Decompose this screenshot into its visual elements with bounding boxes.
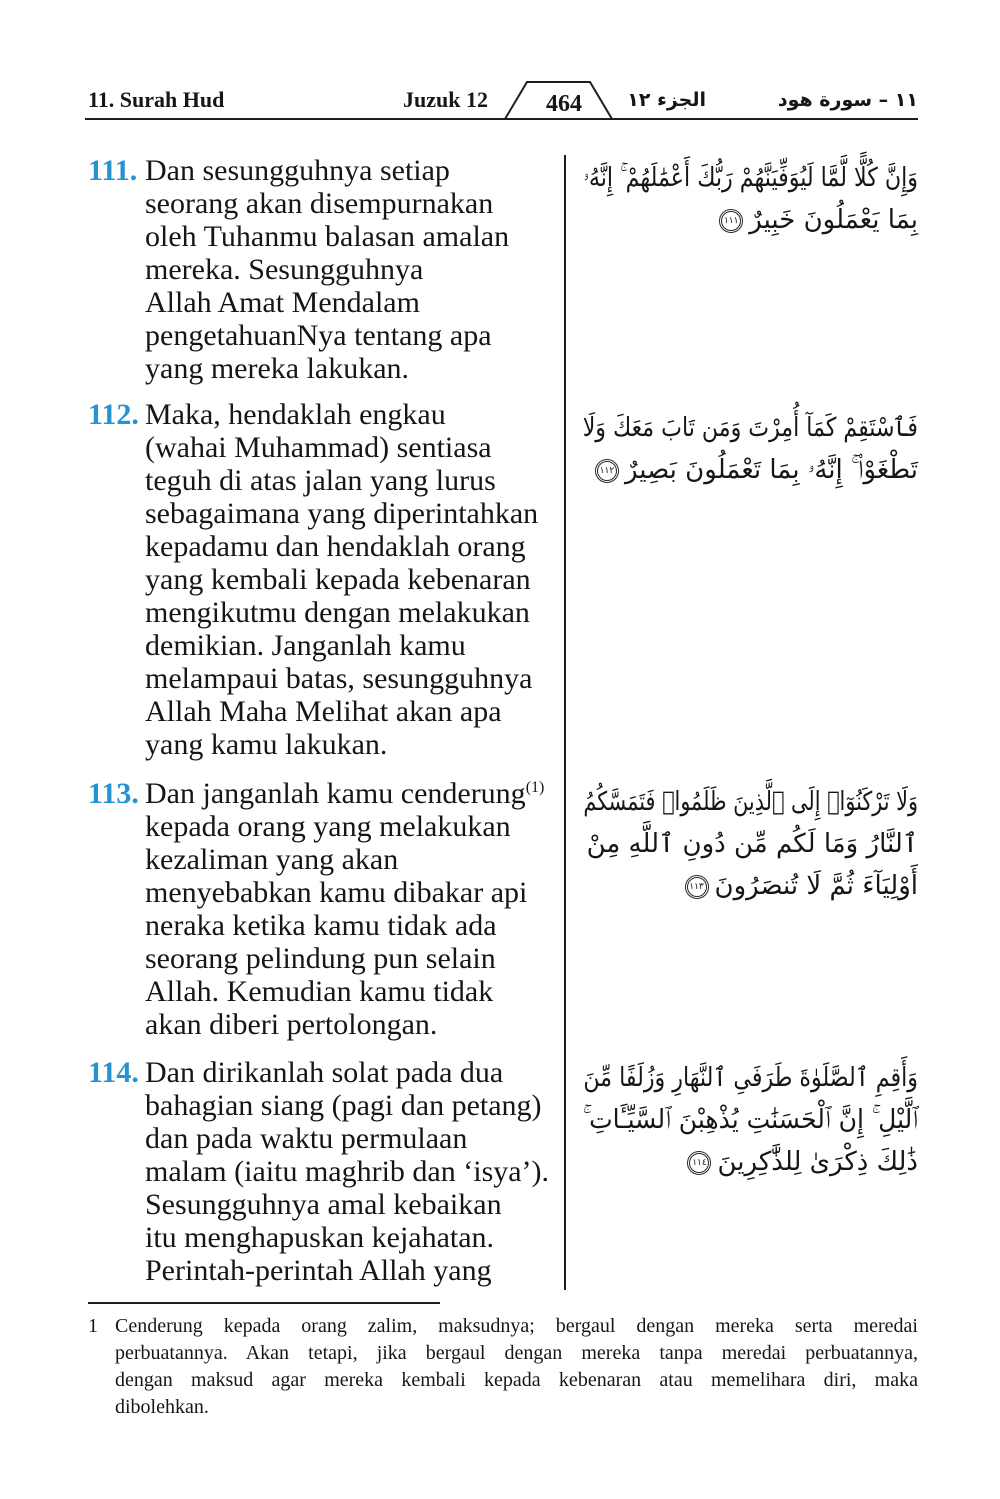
translation-line: Allah. Kemudian kamu tidak [145,975,494,1008]
verse-114-translation [88,1056,555,1287]
surah-arabic-title: ١١ – سورة هود [777,89,918,111]
translation-line: yang mereka lakukan. [145,352,410,385]
translation-line [145,777,555,810]
translation-line: Dan sesungguhnya setiap [145,154,450,187]
translation-line: (wahai Muhammad) sentiasa [145,431,492,464]
translation-line: Sesungguhnya amal kebaikan [145,1188,502,1221]
translation-line: kepadamu dan hendaklah orang [145,530,526,563]
translation-line: neraka ketika kamu tidak ada [145,909,497,942]
verse-number: 113. [88,777,139,810]
verse-111-arabic [583,157,918,241]
translation-line: seorang pelindung pun selain [145,942,496,975]
arabic-line: وَإِنَّ كُلًّا لَّمَّا لَيُوَفِّيَنَّهُمْ رَبُّكَ أَعْمَٰلَهُمْ ۚ إِنَّهُۥ [583,163,918,193]
translation-line: malam (iaitu maghrib dan ‘isya’). [145,1155,550,1188]
translation-line: mengikutmu dengan melakukan [145,596,530,629]
footnote-line: perbuatannya. Akan tetapi, jika bergaul dengan mereka tanpa meredai perbuatannya, [115,1342,918,1364]
page-number: 464 [546,91,582,117]
verse-end-marker-icon: ١١٤ [687,1151,711,1175]
translation-line: Perintah-perintah Allah yang [145,1254,492,1287]
translation-line: menyebabkan kamu dibakar api [145,876,528,909]
translation-line: yang kembali kepada kebenaran [145,563,531,596]
arabic-line: وَأَقِمِ ٱلصَّلَوٰةَ طَرَفَىِ ٱلنَّهَارِ وَزُلَفًا مِّنَ [583,1063,918,1093]
arabic-line [583,865,918,907]
arabic-line: ٱلنَّارُ وَمَا لَكُم مِّن دُونِ ٱللَّهِ مِنْ [586,829,918,859]
surah-title: 11. Surah Hud [88,87,225,112]
arabic-line-text: ذَٰلِكَ ذِكْرَىٰ لِلذَّٰكِرِينَ [717,1147,918,1177]
juzuk-label: Juzuk 12 [403,87,488,112]
arabic-line [583,1141,918,1183]
translation-line: Maka, hendaklah engkau [145,398,446,431]
translation-line-text: Dan janganlah kamu cenderung [145,777,526,810]
footnote-number: 1 [88,1315,98,1337]
footnote-reference: (1) [525,779,545,796]
translation-line: Allah Maha Melihat akan apa [145,695,502,728]
translation-line: seorang akan disempurnakan [145,187,494,220]
translation-line: mereka. Sesungguhnya [145,253,424,286]
translation-line: Allah Amat Mendalam [145,286,420,319]
translation-line: kepada orang yang melakukan [145,810,511,843]
verse-number: 111. [88,154,138,187]
translation-line: kezaliman yang akan [145,843,399,876]
translation-line: akan diberi pertolongan. [145,1008,438,1041]
verse-end-marker-icon: ١١٣ [685,875,709,899]
arabic-line-text: بِمَا يَعْمَلُونَ خَبِيرٌ [749,205,918,235]
translation-line: bahagian siang (pagi dan petang) [145,1089,542,1122]
translation-line: dan pada waktu permulaan [145,1122,468,1155]
verse-end-marker-icon: ١١٢ [595,459,619,483]
translation-line: yang kamu lakukan. [145,728,388,761]
translation-line: melampaui batas, sesungguhnya [145,662,533,695]
translation-line: teguh di atas jalan yang lurus [145,464,496,497]
footnote-line: dibolehkan. [115,1396,209,1418]
arabic-line [583,199,918,241]
verse-number: 112. [88,398,139,431]
arabic-line: فَٱسْتَقِمْ كَمَآ أُمِرْتَ وَمَن تَابَ مَعَكَ وَلَا [582,413,918,443]
arabic-line-text: تَطْغَوْا۟ ۚ إِنَّهُۥ بِمَا تَعْمَلُونَ بَصِيرٌ [624,455,918,485]
juz-arabic-label: الجزء ١٢ [627,89,706,111]
column-divider [564,155,566,1290]
verse-112-arabic [583,407,918,491]
translation-line: pengetahuanNya tentang apa [145,319,492,352]
footnote [88,1313,918,1421]
arabic-line: ٱلَّيْلِ ۚ إِنَّ ٱلْحَسَنَٰتِ يُذْهِبْنَ ٱلسَّيِّـَٔاتِ ۚ [582,1105,918,1135]
footnote-line: Cenderung kepada orang zalim, maksudnya; bergaul dengan mereka serta meredai [115,1315,918,1337]
verse-112-translation [88,398,555,761]
footnote-line: dengan maksud agar mereka kembali kepada kebenaran atau memelihara diri, maka [115,1369,918,1391]
translation-line: oleh Tuhanmu balasan amalan [145,220,510,253]
arabic-line-text: أَوْلِيَآءَ ثُمَّ لَا تُنصَرُونَ [714,871,918,901]
verse-111-translation [88,154,555,385]
verse-number: 114. [88,1056,139,1089]
arabic-line: وَلَا تَرْكَنُوٓا۟ إِلَى ٱلَّذِينَ ظَلَمُوا۟ فَتَمَسَّكُمُ [583,787,918,817]
verse-114-arabic [583,1057,918,1183]
footnote-separator [88,1302,440,1304]
translation-line: Dan dirikanlah solat pada dua [145,1056,504,1089]
verse-end-marker-icon: ١١١ [719,209,743,233]
verse-113-translation [88,777,555,1041]
translation-line: demikian. Janganlah kamu [145,629,466,662]
arabic-line [583,449,918,491]
verse-113-arabic [583,781,918,907]
translation-line: sebagaimana yang diperintahkan [145,497,539,530]
translation-line: itu menghapuskan kejahatan. [145,1221,495,1254]
